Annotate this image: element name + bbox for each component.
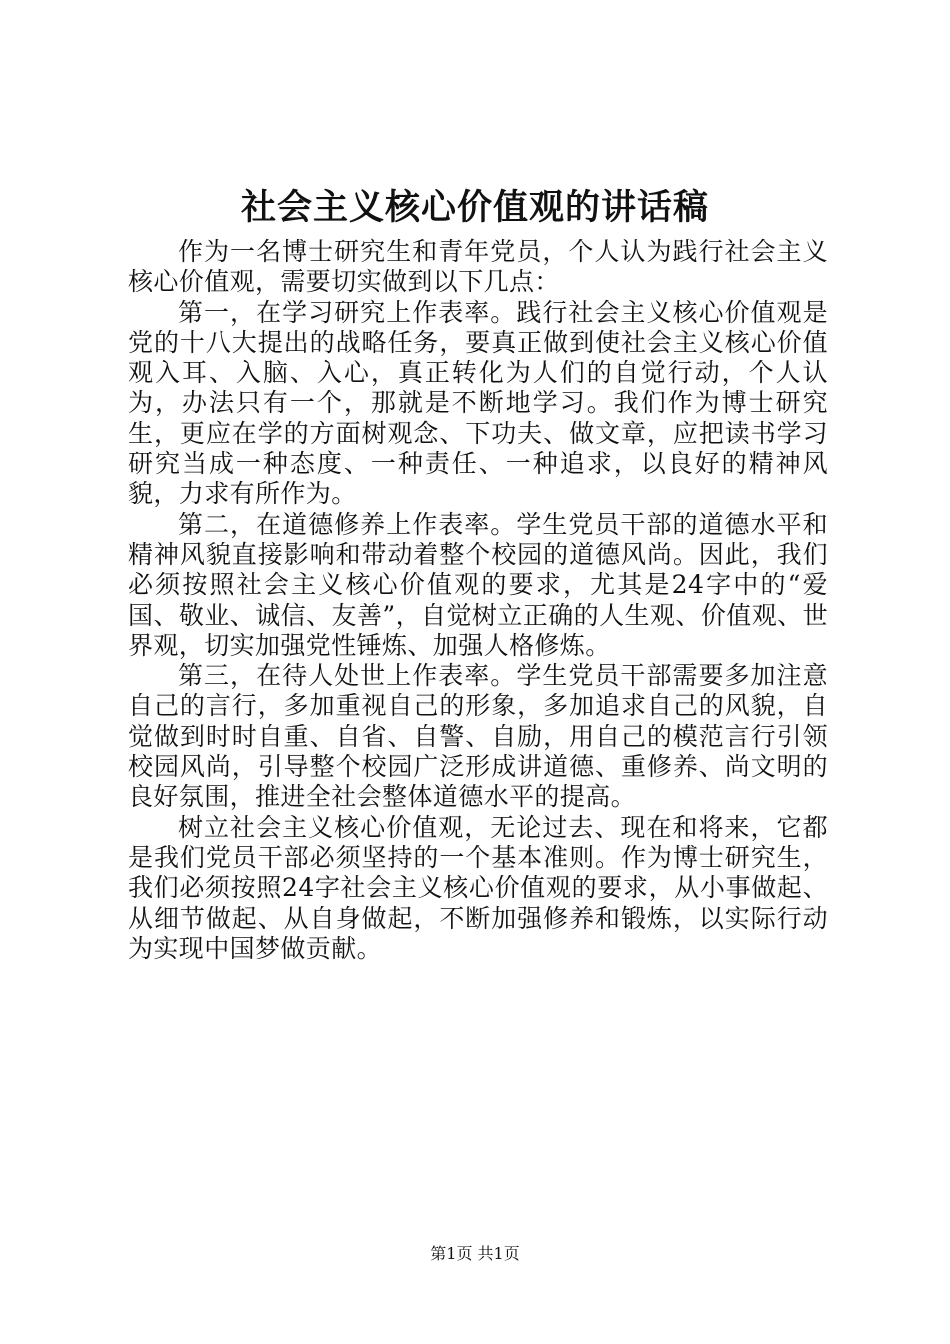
paragraph-third-point: 第三，在待人处世上作表率。学生党员干部需要多加注意自己的言行，多加重视自己的形象，多加追求自己的风貌，自觉做到时时自重、自省、自警、自励，用自己的模范言行引领校园风尚，引导整个校园广泛形成讲道德、重修养、尚文明的良好氛围，推进全社会整体道德水平的提高。 [128,661,828,812]
paragraph-intro: 作为一名博士研究生和青年党员，个人认为践行社会主义核心价值观，需要切实做到以下几点： [128,237,828,297]
paragraph-conclusion: 树立社会主义核心价值观，无论过去、现在和将来，它都是我们党员干部必须坚持的一个基本准则。作为博士研究生，我们必须按照24字社会主义核心价值观的要求，从小事做起、从细节做起、从自身做起，不断加强修养和锻炼，以实际行动为实现中国梦做贡献。 [128,812,828,963]
page-footer: 第1页 共1页 [430,1244,520,1263]
paragraph-second-point: 第二，在道德修养上作表率。学生党员干部的道德水平和精神风貌直接影响和带动着整个校园的道德风尚。因此，我们必须按照社会主义核心价值观的要求，尤其是24字中的“爱国、敬业、诚信、友善”，自觉树立正确的人生观、价值观、世界观，切实加强党性锤炼、加强人格修炼。 [128,509,828,660]
document-title: 社会主义核心价值观的讲话稿 [240,187,709,228]
document-body [128,237,828,964]
paragraph-first-point: 第一，在学习研究上作表率。践行社会主义核心价值观是党的十八大提出的战略任务，要真正做到使社会主义核心价值观入耳、入脑、入心，真正转化为人们的自觉行动，个人认为，办法只有一个，那就是不断地学习。我们作为博士研究生，更应在学的方面树观念、下功夫、做文章，应把读书学习研究当成一种态度、一种责任、一种追求，以良好的精神风貌，力求有所作为。 [128,297,828,509]
